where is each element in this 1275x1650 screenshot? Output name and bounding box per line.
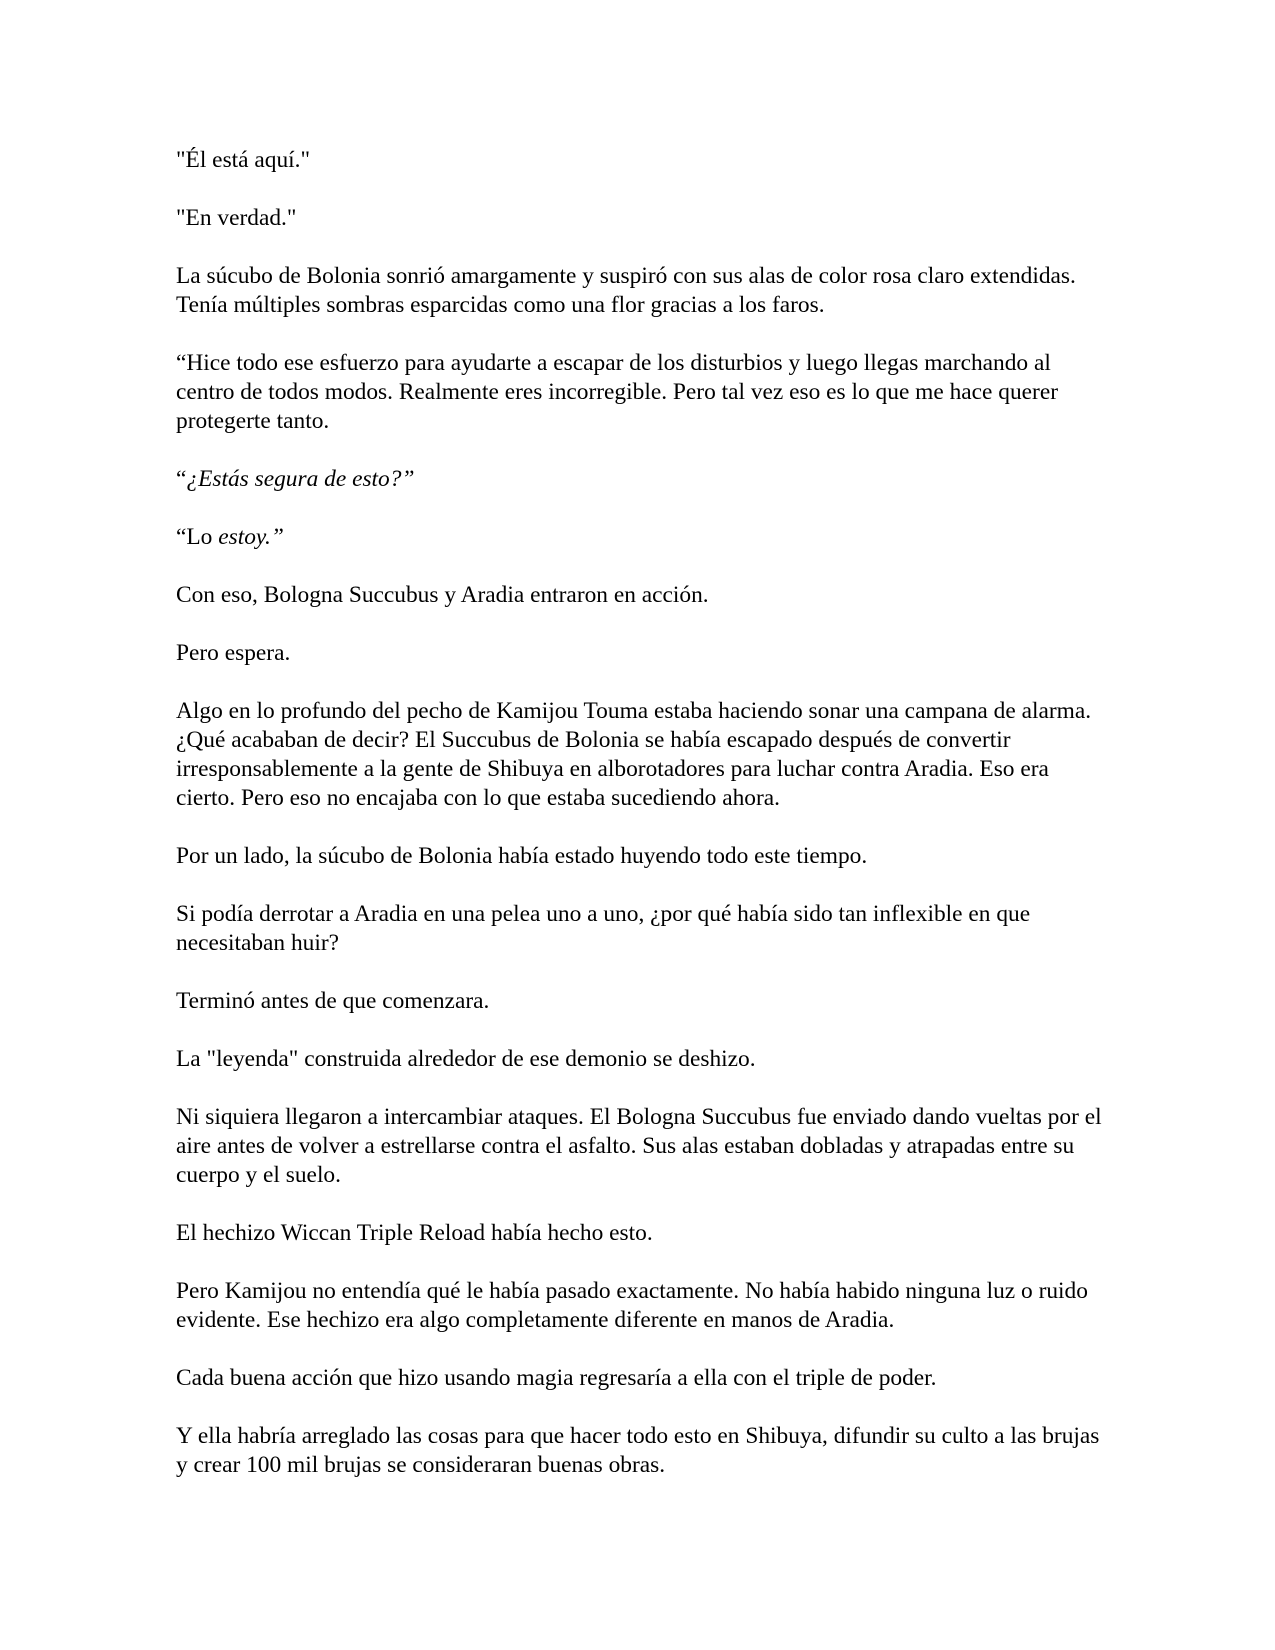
document-body [176, 146, 1106, 1509]
paragraph-1: "Él está aquí." [176, 147, 311, 173]
paragraph-11: Si podía derrotar a Aradia en una pelea uno a uno, ¿por qué había sido tan inflexible en que necesitaban huir? [176, 901, 1031, 956]
paragraph-13: La "leyenda" construida alrededor de ese demonio se deshizo. [176, 1046, 756, 1072]
italic-dialogue: ¿Estás segura de esto?” [186, 466, 415, 492]
paragraph-17: Cada buena acción que hizo usando magia regresaría a ella con el triple de poder. [176, 1365, 937, 1391]
italic-dialogue: estoy.” [218, 524, 284, 550]
paragraph-14: Ni siquiera llegaron a intercambiar ataques. El Bologna Succubus fue enviado dando vueltas por el aire antes de volver a estrellarse contra el asfalto. Sus alas estaban dobladas y atrapadas entre su cuerpo y el suelo. [176, 1104, 1102, 1188]
paragraph-16: Pero Kamijou no entendía qué le había pasado exactamente. No había habido ninguna luz o ruido evidente. Ese hechizo era algo completamente diferente en manos de Aradia. [176, 1278, 1088, 1333]
open-quote: “ [176, 466, 187, 492]
paragraph-15: El hechizo Wiccan Triple Reload había hecho esto. [176, 1220, 653, 1246]
paragraph-10: Por un lado, la súcubo de Bolonia había estado huyendo todo este tiempo. [176, 843, 868, 869]
paragraph-4: “Hice todo ese esfuerzo para ayudarte a escapar de los disturbios y luego llegas marchando al centro de todos modos. Realmente eres incorregible. Pero tal vez eso es lo que me hace querer protegerte tanto. [176, 350, 1059, 434]
paragraph-6 [176, 523, 1106, 552]
dialogue-prefix: “Lo [176, 524, 219, 550]
paragraph-5 [176, 465, 1106, 494]
paragraph-12: Terminó antes de que comenzara. [176, 988, 490, 1014]
paragraph-18: Y ella habría arreglado las cosas para que hacer todo esto en Shibuya, difundir su culto a las brujas y crear 100 mil brujas se consideraran buenas obras. [176, 1423, 1100, 1478]
paragraph-3: La súcubo de Bolonia sonrió amargamente y suspiró con sus alas de color rosa claro extendidas. Tenía múltiples sombras esparcidas como una flor gracias a los faros. [176, 263, 1076, 318]
paragraph-7: Con eso, Bologna Succubus y Aradia entraron en acción. [176, 582, 709, 608]
paragraph-9: Algo en lo profundo del pecho de Kamijou Touma estaba haciendo sonar una campana de alarma. ¿Qué acababan de decir? El Succubus de Bolonia se había escapado después de convertir irresponsablemente a la gente de Shibuya en alborotadores para luchar contra Aradia. Eso era cierto. Pero eso no encajaba con lo que estaba sucediendo ahora. [176, 698, 1092, 811]
paragraph-8: Pero espera. [176, 640, 291, 666]
paragraph-2: "En verdad." [176, 205, 297, 231]
